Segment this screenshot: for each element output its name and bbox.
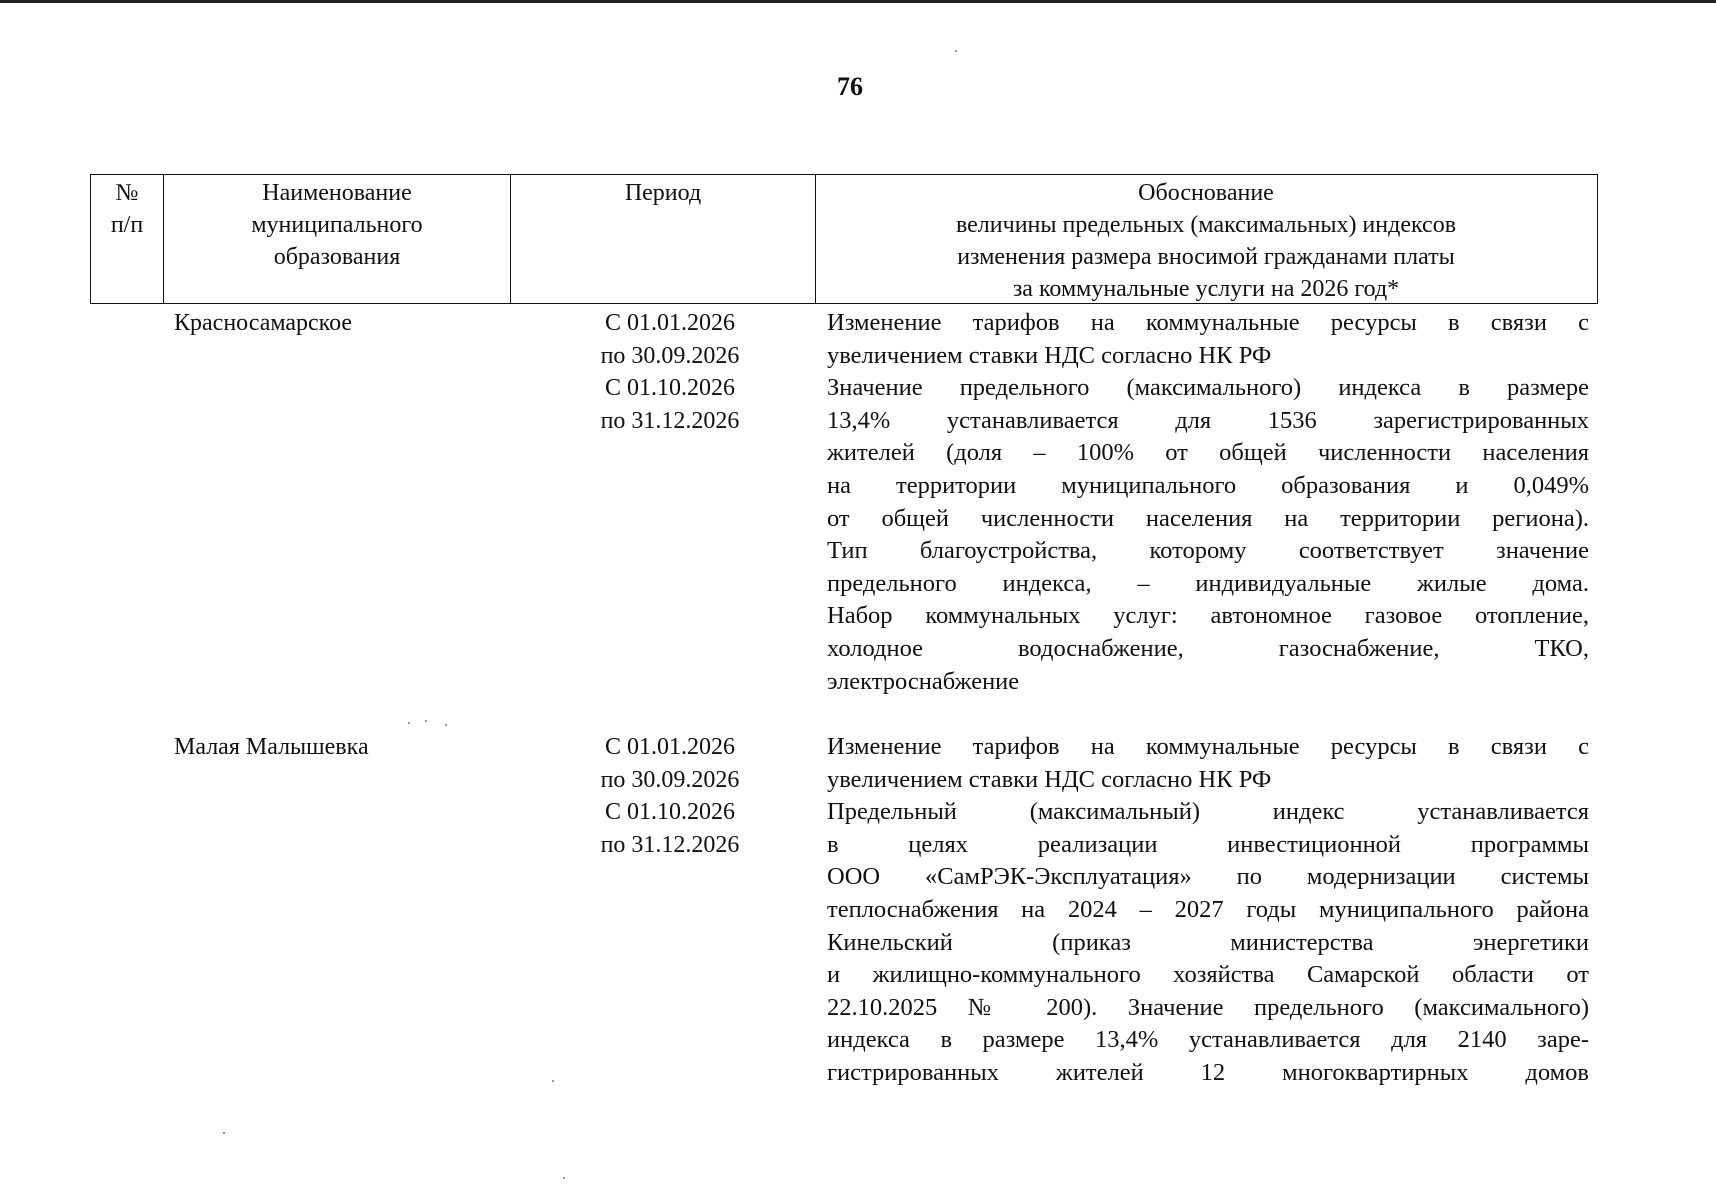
justification-line: и жилищно-коммунального хозяйства Самарской области от (827, 961, 1589, 989)
header-name-cell (164, 175, 511, 303)
scan-speck (408, 722, 410, 724)
justification-line: от общей численности населения на территории региона). (827, 504, 1589, 532)
header-name-line: Наименование (262, 180, 412, 206)
justification-line: 22.10.2025 № 200). Значение предельного (максимального) (827, 993, 1589, 1021)
justification-line: Изменение тарифов на коммунальные ресурсы в связи с (827, 733, 1589, 760)
header-justification-line: Обоснование (1138, 180, 1274, 206)
justification-cell (827, 307, 1589, 698)
municipality-name: Красносамарское (174, 310, 353, 336)
period-cell (560, 731, 780, 861)
justification-line: холодное водоснабжение, газоснабжение, ТКО, (827, 634, 1589, 662)
header-name-line: образования (273, 244, 401, 270)
header-number-line: № (115, 180, 139, 206)
header-number-cell (91, 175, 164, 303)
period-line: С 01.01.2026 (604, 734, 735, 760)
header-number-line: п/п (110, 212, 144, 238)
period-line: по 30.09.2026 (600, 342, 740, 369)
justification-line: гистрированных жителей 12 многоквартирных домов (827, 1058, 1589, 1086)
header-justification-line: изменения размера вносимой гражданами платы (957, 244, 1455, 270)
header-period-line: Период (624, 180, 702, 206)
justification-line: электроснабжение (827, 667, 1020, 695)
scan-speck (425, 720, 427, 722)
justification-cell (827, 731, 1589, 1090)
header-justification-cell (816, 175, 1596, 303)
justification-line: увеличением ставки НДС согласно НК РФ (827, 341, 1272, 369)
scan-speck (445, 724, 447, 726)
period-line: по 31.12.2026 (600, 407, 740, 434)
justification-line: на территории муниципального образования и 0,049% (827, 471, 1589, 499)
period-line: по 31.12.2026 (600, 831, 740, 858)
header-justification-line: за коммунальные услуги на 2026 год* (1012, 276, 1400, 302)
page-number: 76 (837, 72, 863, 101)
justification-line: 13,4% устанавливается для 1536 зарегистрированных (827, 406, 1589, 434)
header-period-cell (511, 175, 816, 303)
scan-speck (223, 1132, 225, 1134)
period-line: по 30.09.2026 (600, 766, 740, 793)
justification-line: Изменение тарифов на коммунальные ресурсы в связи с (827, 309, 1589, 336)
scan-speck (563, 1177, 565, 1179)
justification-line: Набор коммунальных услуг: автономное газовое отопление, (827, 602, 1589, 630)
justification-line: ООО «СамРЭК-Эксплуатация» по модернизации системы (827, 863, 1589, 891)
justification-line: предельного индекса, – индивидуальные жилые дома. (827, 569, 1589, 597)
justification-line: индекса в размере 13,4% устанавливается для 2140 заре- (827, 1026, 1589, 1054)
justification-line: Значение предельного (максимального) индекса в размере (827, 374, 1589, 402)
header-justification-line: величины предельных (максимальных) индексов (955, 212, 1457, 238)
scan-speck (552, 1080, 554, 1082)
justification-line: увеличением ставки НДС согласно НК РФ (827, 765, 1272, 793)
period-cell (560, 307, 780, 437)
header-name-line: муниципального (251, 212, 423, 238)
scan-speck (955, 50, 957, 52)
period-line: С 01.10.2026 (604, 799, 735, 825)
justification-line: Предельный (максимальный) индекс устанавливается (827, 798, 1589, 826)
period-line: С 01.10.2026 (604, 375, 735, 401)
municipality-name: Малая Малышевка (174, 734, 369, 760)
period-line: С 01.01.2026 (604, 310, 735, 336)
justification-line: теплоснабжения на 2024 – 2027 годы муниципального района (827, 895, 1589, 923)
justification-line: жителей (доля – 100% от общей численности населения (827, 439, 1589, 467)
scan-edge (0, 0, 1716, 3)
justification-line: Кинельский (приказ министерства энергетики (827, 928, 1589, 956)
justification-line: в целях реализации инвестиционной программы (827, 830, 1589, 858)
justification-line: Тип благоустройства, которому соответствует значение (827, 537, 1589, 565)
table-header (90, 174, 1598, 304)
